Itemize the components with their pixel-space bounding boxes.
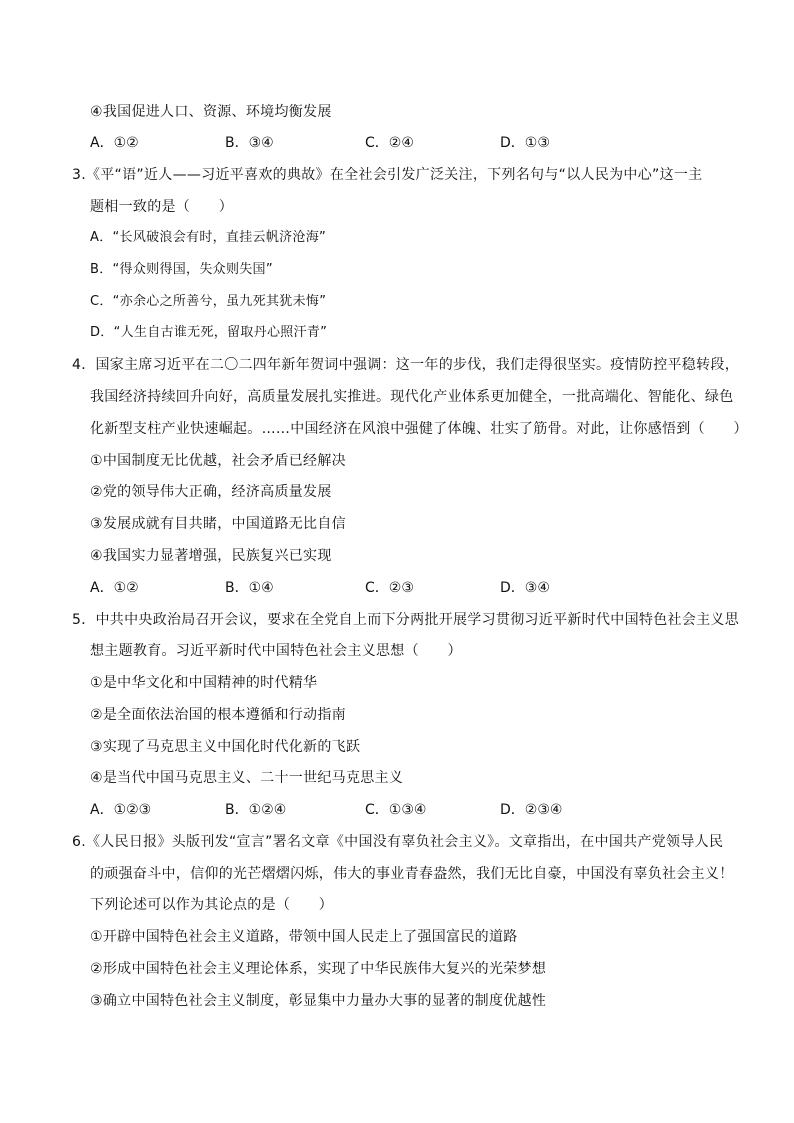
q4-choice-a[interactable]: A．①② xyxy=(90,580,139,596)
q4-choices xyxy=(90,578,650,598)
q4-stem-line-1: 4．国家主席习近平在二〇二四年新年贺词中强调：这一年的步伐，我们走得很坚实。疫情防控平稳转段， xyxy=(72,357,740,373)
q5-choice-a[interactable]: A．①②③ xyxy=(90,802,152,818)
q5-item-2: ②是全面依法治国的根本遵循和行动指南 xyxy=(90,707,346,723)
q2-choices xyxy=(90,133,650,153)
q4-stem-line-2: 我国经济持续回升向好，高质量发展扎实推进。现代化产业体系更加健全，一批高端化、智能化、绿色 xyxy=(90,389,734,405)
q4-choice-d[interactable]: D．③④ xyxy=(500,580,550,596)
q2-choice-c[interactable]: C．②④ xyxy=(365,135,414,151)
q6-item-3: ③确立中国特色社会主义制度，彰显集中力量办大事的显著的制度优越性 xyxy=(90,993,547,1009)
q3-stem-line-1: 3.《平“语”近人——习近平喜欢的典故》在全社会引发广泛关注，下列名句与“以人民为中心”这一主 xyxy=(72,167,703,183)
q3-stem-line-2: 题相一致的是（ ） xyxy=(90,199,233,215)
q5-item-3: ③实现了马克思主义中国化时代化新的飞跃 xyxy=(90,739,361,755)
q2-choice-a[interactable]: A．①② xyxy=(90,135,139,151)
q2-item-4: ④我国促进人口、资源、环境均衡发展 xyxy=(90,104,332,120)
q5-item-4: ④是当代中国马克思主义、二十一世纪马克思主义 xyxy=(90,770,404,786)
q4-item-4: ④我国实力显著增强，民族复兴已实现 xyxy=(90,548,332,564)
q6-item-2: ②形成中国特色社会主义理论体系，实现了中华民族伟大复兴的光荣梦想 xyxy=(90,961,547,977)
q3-option-b[interactable]: B．“得众则得国，失众则失国” xyxy=(90,262,273,277)
q3-option-c[interactable]: C．“亦余心之所善兮，虽九死其犹未悔” xyxy=(90,294,327,309)
q2-choice-d[interactable]: D．①③ xyxy=(500,135,550,151)
q5-item-1: ①是中华文化和中国精神的时代精华 xyxy=(90,675,318,691)
q4-stem-line-3: 化新型支柱产业快速崛起。……中国经济在风浪中强健了体魄、壮实了筋骨。对此，让你感悟到（ ） xyxy=(90,421,748,437)
q6-stem-line-3: 下列论述可以作为其论点的是（ ） xyxy=(90,897,334,913)
q4-item-1: ①中国制度无比优越，社会矛盾已经解决 xyxy=(90,453,346,469)
q5-stem-line-2: 想主题教育。习近平新时代中国特色社会主义思想（ ） xyxy=(90,643,462,659)
q5-choices xyxy=(90,800,650,820)
q5-choice-b[interactable]: B．①②④ xyxy=(225,802,287,818)
q5-stem-line-1: 5．中共中央政治局召开会议，要求在全党自上而下分两批开展学习贯彻习近平新时代中国特色社会主义思 xyxy=(72,612,740,628)
q3-option-d[interactable]: D．“人生自古谁无死，留取丹心照汗青” xyxy=(90,325,328,340)
q5-choice-c[interactable]: C．①③④ xyxy=(365,802,427,818)
q6-stem-line-2: 的顽强奋斗中，信仰的光芒熠熠闪烁，伟大的事业青春盎然，我们无比自豪，中国没有辜负社会主义！ xyxy=(90,866,734,882)
q5-choice-d[interactable]: D．②③④ xyxy=(500,802,563,818)
q2-choice-b[interactable]: B．③④ xyxy=(225,135,274,151)
q4-choice-b[interactable]: B．①④ xyxy=(225,580,274,596)
q4-item-2: ②党的领导伟大正确，经济高质量发展 xyxy=(90,484,332,500)
q6-stem-line-1: 6.《人民日报》头版刊发“宣言”署名文章《中国没有辜负社会主义》。文章指出，在中国共产党领导人民 xyxy=(72,834,724,850)
q4-item-3: ③发展成就有目共睹，中国道路无比自信 xyxy=(90,516,346,532)
q4-choice-c[interactable]: C．②③ xyxy=(365,580,414,596)
q6-item-1: ①开辟中国特色社会主义道路，带领中国人民走上了强国富民的道路 xyxy=(90,929,518,945)
q3-option-a[interactable]: A．“长风破浪会有时，直挂云帆济沧海” xyxy=(90,230,327,245)
